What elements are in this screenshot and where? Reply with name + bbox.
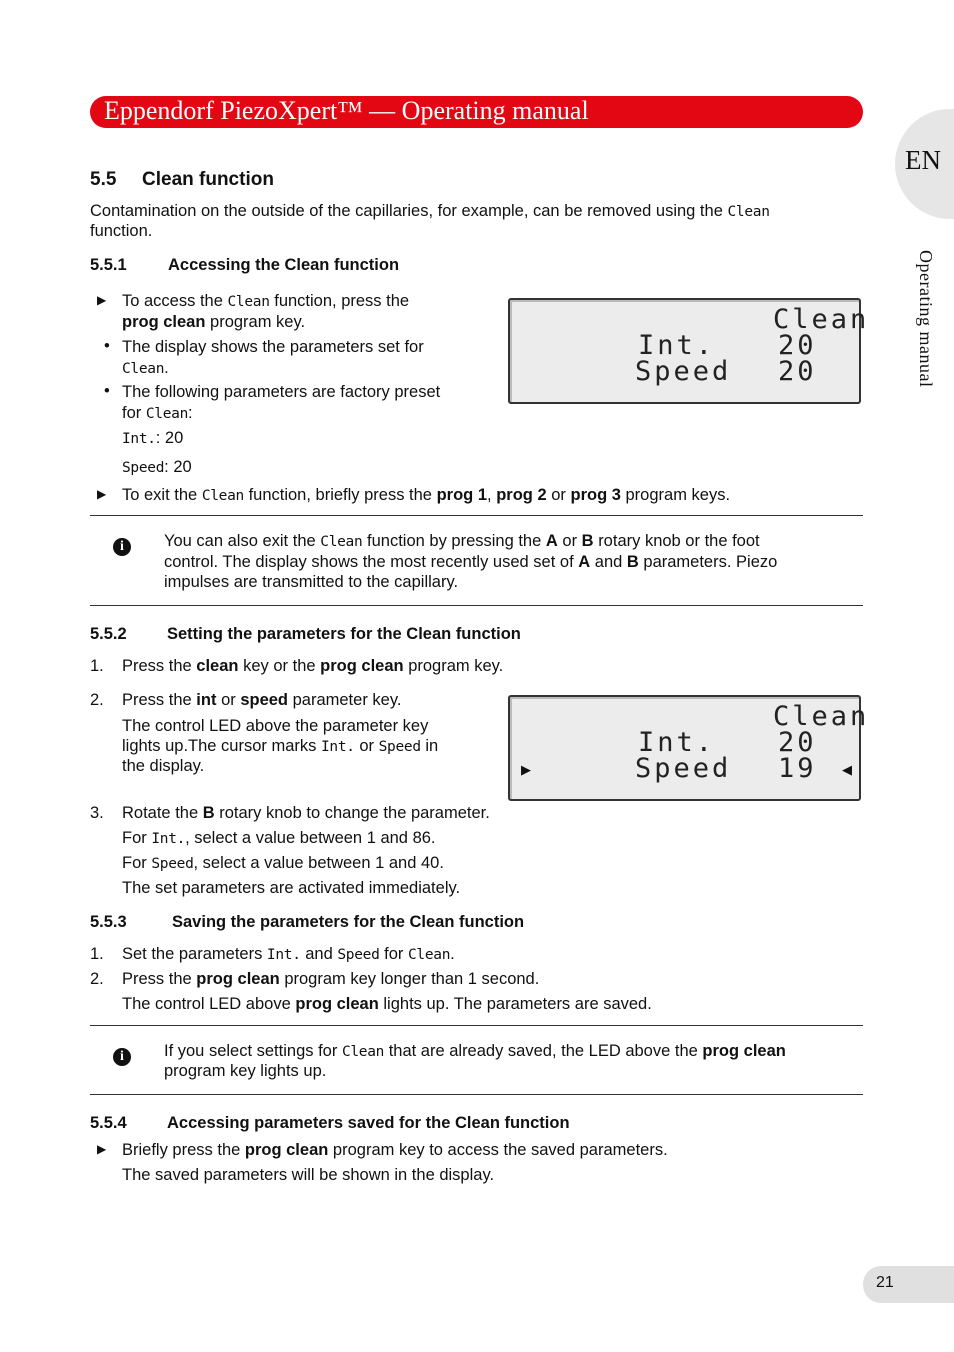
section-5-5-title: Clean function xyxy=(142,169,274,190)
preset-int: Int.: 20 xyxy=(122,429,184,447)
lcd-display-speed-cursor xyxy=(508,695,870,801)
list-number: 2. xyxy=(90,691,104,709)
lcd-speed-value: 19 xyxy=(778,753,817,784)
note-1-line-1: You can also exit the Clean function by pressing the A or B rotary knob or the foot xyxy=(164,532,760,550)
list-number: 1. xyxy=(90,657,104,675)
section-5-5-2-title: Setting the parameters for the Clean function xyxy=(167,625,521,643)
step-2-line-3: lights up.The cursor marks Int. or Speed in xyxy=(122,737,439,755)
action-arrow-icon: ▶ xyxy=(97,487,107,501)
section-5-5-3-number: 5.5.3 xyxy=(90,913,127,931)
step-access-line-1: To access the Clean function, press the xyxy=(122,292,410,310)
note-2-line-1: If you select settings for Clean that are already saved, the LED above the prog clean xyxy=(164,1042,786,1060)
bullet-icon: • xyxy=(104,337,110,355)
section-5-5-2-number: 5.5.2 xyxy=(90,625,127,643)
step-2: Press the int or speed parameter key. xyxy=(122,691,402,709)
section-5-5-4-title: Accessing parameters saved for the Clean function xyxy=(167,1114,570,1132)
page-number-tab xyxy=(863,1266,954,1303)
lcd-speed-label: Speed xyxy=(635,753,732,784)
step-exit: To exit the Clean function, briefly press the prog 1, prog 2 or prog 3 program keys. xyxy=(122,486,731,504)
list-number: 1. xyxy=(90,945,104,963)
lcd-term: Clean xyxy=(727,204,770,220)
manual-title: Eppendorf PiezoXpert™ — Operating manual xyxy=(104,96,589,125)
lcd-int-label: Int. xyxy=(638,727,716,758)
step-3-speed-range: For Speed, select a value between 1 and 40. xyxy=(122,854,444,872)
section-5-5-4-number: 5.5.4 xyxy=(90,1114,127,1132)
note-1-line-3: impulses are transmitted to the capillary. xyxy=(164,573,459,591)
section-5-5-1-number: 5.5.1 xyxy=(90,256,127,274)
lcd-int-value: 20 xyxy=(778,727,817,758)
cursor-left-icon: ◀ xyxy=(842,762,852,777)
language-tab xyxy=(895,109,954,219)
access-saved-result: The saved parameters will be shown in the display. xyxy=(122,1166,495,1184)
lcd-speed-value: 20 xyxy=(778,356,817,387)
result-display-line-2: Clean. xyxy=(122,359,169,377)
save-step-2-line-2: The control LED above prog clean lights up. The parameters are saved. xyxy=(122,995,652,1013)
list-number: 2. xyxy=(90,970,104,988)
step-2-line-2: The control LED above the parameter key xyxy=(122,717,429,735)
section-5-5-1-title: Accessing the Clean function xyxy=(168,256,400,274)
step-1: Press the clean key or the prog clean program key. xyxy=(122,657,504,675)
page-number: 21 xyxy=(876,1274,894,1291)
lcd-speed-label: Speed xyxy=(635,356,732,387)
lcd-int-label: Int. xyxy=(638,330,716,361)
save-step-1: Set the parameters Int. and Speed for Clean. xyxy=(122,945,455,963)
save-step-2: Press the prog clean program key longer than 1 second. xyxy=(122,970,540,988)
info-icon: i xyxy=(113,1048,131,1066)
side-section-label: Operating manual xyxy=(916,250,936,388)
step-3-int-range: For Int., select a value between 1 and 86. xyxy=(122,829,436,847)
section-5-5-number: 5.5 xyxy=(90,169,117,190)
intro-line-2: function. xyxy=(90,222,153,240)
bullet-icon: • xyxy=(104,382,110,400)
header-bar xyxy=(90,96,863,128)
step-3-line-4: The set parameters are activated immediately. xyxy=(122,879,461,897)
note-divider-bottom xyxy=(90,605,863,606)
result-display-line-1: The display shows the parameters set for xyxy=(122,338,424,356)
step-3: Rotate the B rotary knob to change the parameter. xyxy=(122,804,490,822)
cursor-right-icon: ▶ xyxy=(521,762,531,777)
list-number: 3. xyxy=(90,804,104,822)
section-5-5-3-title: Saving the parameters for the Clean function xyxy=(172,913,525,931)
action-arrow-icon: ▶ xyxy=(97,1142,107,1156)
lcd-line-mode: Clean xyxy=(773,701,870,732)
lcd-line-mode: Clean xyxy=(773,304,870,335)
note-divider-top xyxy=(90,1025,863,1026)
note-divider-bottom xyxy=(90,1094,863,1095)
note-2-line-2: program key lights up. xyxy=(164,1062,327,1080)
intro-line-1: Contamination on the outside of the capillaries, for example, can be removed using the Clean xyxy=(90,202,770,220)
step-2-line-4: the display. xyxy=(122,757,205,775)
access-saved-step: Briefly press the prog clean program key to access the saved parameters. xyxy=(122,1141,668,1159)
lcd-display-clean xyxy=(508,298,870,404)
result-preset-line-1: The following parameters are factory preset xyxy=(122,383,441,401)
note-1-line-2: control. The display shows the most recently used set of A and B parameters. Piezo xyxy=(164,553,778,571)
note-divider-top xyxy=(90,515,863,516)
info-icon: i xyxy=(113,538,131,556)
action-arrow-icon: ▶ xyxy=(97,293,107,307)
language-label: EN xyxy=(905,145,941,175)
lcd-int-value: 20 xyxy=(778,330,817,361)
result-preset-line-2: for Clean: xyxy=(122,404,193,422)
step-access-line-2: prog clean program key. xyxy=(122,313,306,331)
preset-speed: Speed: 20 xyxy=(122,458,192,476)
